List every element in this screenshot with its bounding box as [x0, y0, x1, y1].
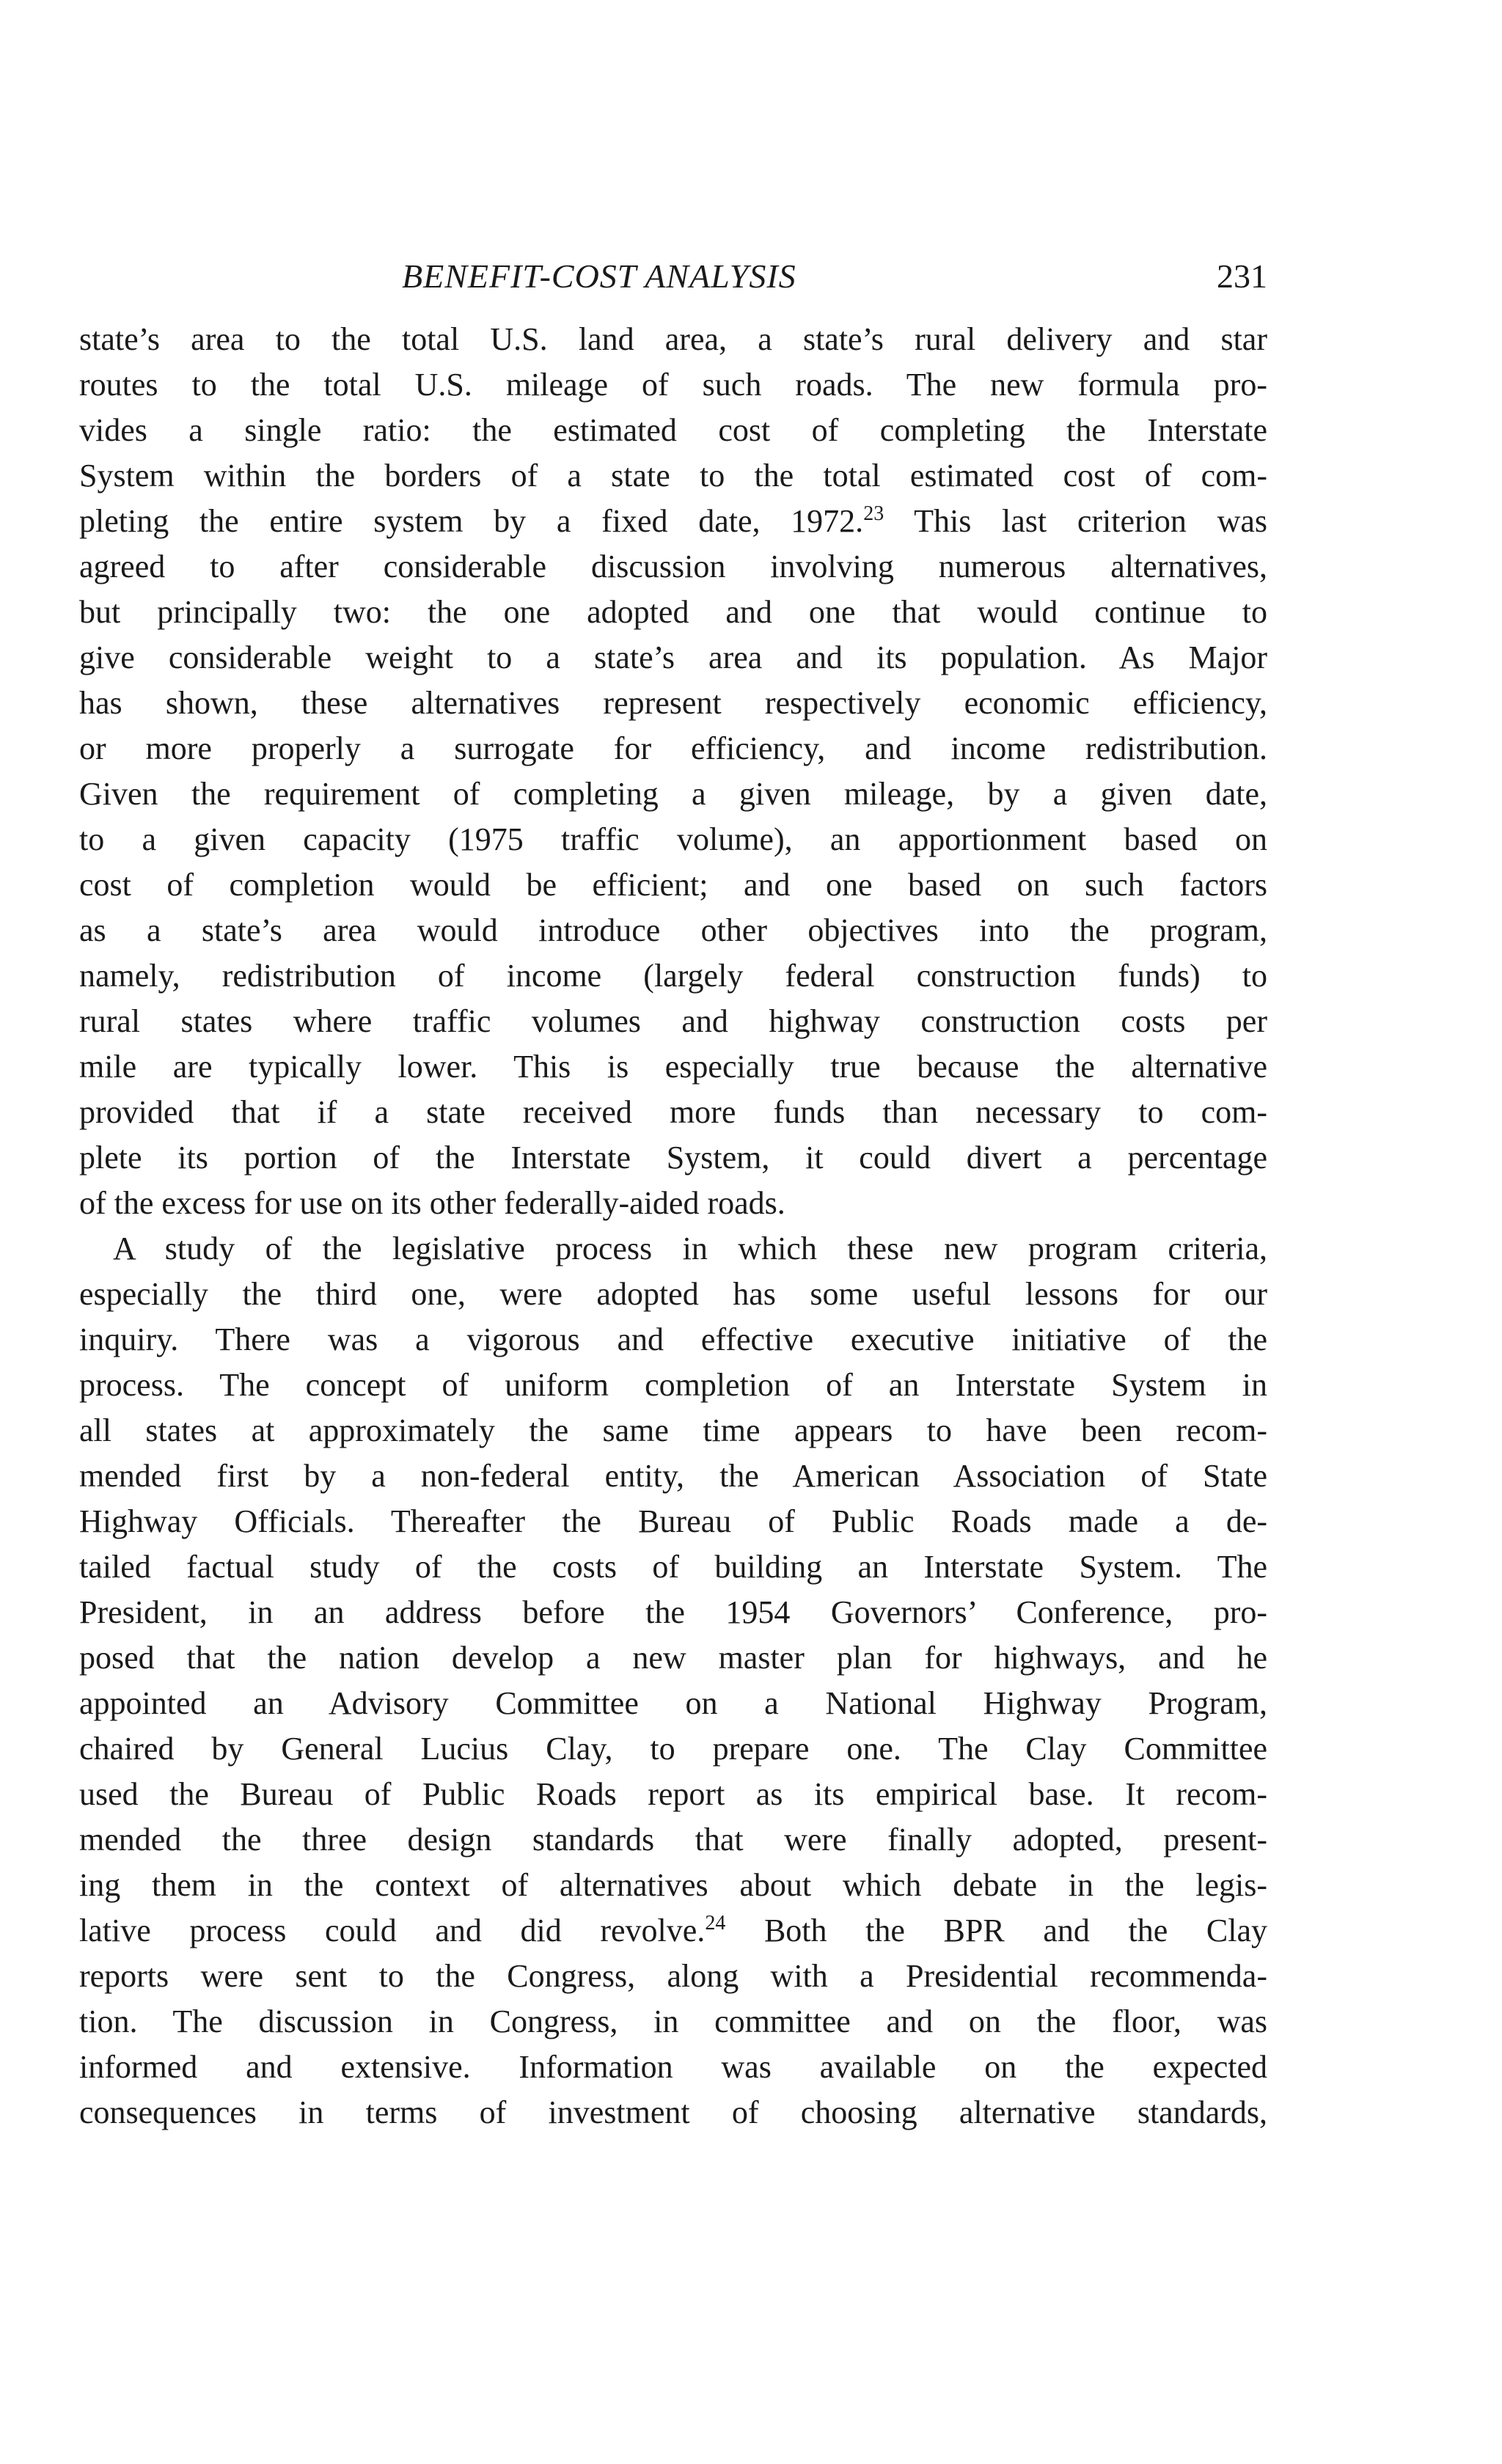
text-line: to a given capacity (1975 traffic volume), an apportionment based on [79, 821, 1267, 857]
text-line: process. The concept of uniform completion of an Interstate System in [79, 1367, 1267, 1403]
text-line: agreed to after considerable discussion involving numerous alternatives, [79, 549, 1267, 584]
text-line: chaired by General Lucius Clay, to prepare one. The Clay Committee [79, 1731, 1267, 1767]
text-line: of the excess for use on its other federally-aided roads. [79, 1185, 785, 1221]
text-line: pleting the entire system by a fixed date, 1972.23 This last criterion was [79, 502, 1267, 539]
text-line: tion. The discussion in Congress, in committee and on the floor, was [79, 2003, 1267, 2039]
text-line: or more properly a surrogate for efficiency, and income redistribution. [79, 730, 1267, 766]
footnote-marker-23: 23 [863, 502, 884, 525]
text-line: namely, redistribution of income (largely federal construction funds) to [79, 958, 1267, 994]
text-line: cost of completion would be efficient; and one based on such factors [79, 867, 1267, 903]
text-line: tailed factual study of the costs of building an Interstate System. The [79, 1549, 1267, 1585]
text-line: A study of the legislative process in which these new program criteria, [113, 1231, 1267, 1266]
running-title: BENEFIT-COST ANALYSIS [402, 257, 796, 295]
text-line: has shown, these alternatives represent respectively economic efficiency, [79, 685, 1267, 721]
text-line: plete its portion of the Interstate System, it could divert a percentage [79, 1140, 1267, 1176]
text-line: mended first by a non-federal entity, the American Association of State [79, 1458, 1267, 1494]
text-line: but principally two: the one adopted and one that would continue to [79, 594, 1267, 630]
text-line: lative process could and did revolve.$^{24}$ Both the BPR and the Clay [79, 1912, 1267, 1948]
body-text [79, 317, 1267, 2135]
text-line: appointed an Advisory Committee on a National Highway Program, [79, 1685, 1267, 1721]
text-line: vides a single ratio: the estimated cost of completing the Interstate [79, 412, 1267, 448]
text-line: all states at approximately the same time appears to have been recom- [79, 1412, 1267, 1448]
text-line: used the Bureau of Public Roads report as its empirical base. It recom- [79, 1776, 1267, 1812]
text-line: posed that the nation develop a new master plan for highways, and he [79, 1640, 1267, 1676]
text-line: reports were sent to the Congress, along with a Presidential recommenda- [79, 1958, 1267, 1994]
text-line: System within the borders of a state to the total estimated cost of com- [79, 458, 1267, 494]
text-line: especially the third one, were adopted has some useful lessons for our [79, 1276, 1267, 1312]
text-line: state’s area to the total U.S. land area, a state’s rural delivery and star [79, 321, 1267, 357]
paragraph-2 [79, 1226, 1267, 2135]
paragraph-1 [79, 317, 1267, 1226]
page-number: 231 [1217, 257, 1267, 295]
text-line: informed and extensive. Information was available on the expected [79, 2049, 1267, 2085]
text-line: inquiry. There was a vigorous and effective executive initiative of the [79, 1321, 1267, 1357]
text-line: rural states where traffic volumes and highway construction costs per [79, 1003, 1267, 1039]
text-line: President, in an address before the 1954 Governors’ Conference, pro- [79, 1594, 1267, 1630]
text-line: provided that if a state received more funds than necessary to com- [79, 1094, 1267, 1130]
text-line: ing them in the context of alternatives about which debate in the legis- [79, 1867, 1267, 1903]
text-line: give considerable weight to a state’s area and its population. As Major [79, 639, 1267, 675]
text-line: routes to the total U.S. mileage of such roads. The new formula pro- [79, 367, 1267, 403]
text-line: Highway Officials. Thereafter the Bureau of Public Roads made a de- [79, 1503, 1267, 1539]
running-head [79, 253, 1267, 300]
text-line: mile are typically lower. This is especially true because the alternative [79, 1049, 1267, 1085]
text-line: consequences in terms of investment of choosing alternative standards, [79, 2094, 1267, 2130]
text-line: as a state’s area would introduce other objectives into the program, [79, 912, 1267, 948]
text-line: Given the requirement of completing a given mileage, by a given date, [79, 776, 1267, 812]
text-line: mended the three design standards that were finally adopted, present- [79, 1822, 1267, 1858]
footnote-marker-24: 24 [705, 1912, 726, 1935]
